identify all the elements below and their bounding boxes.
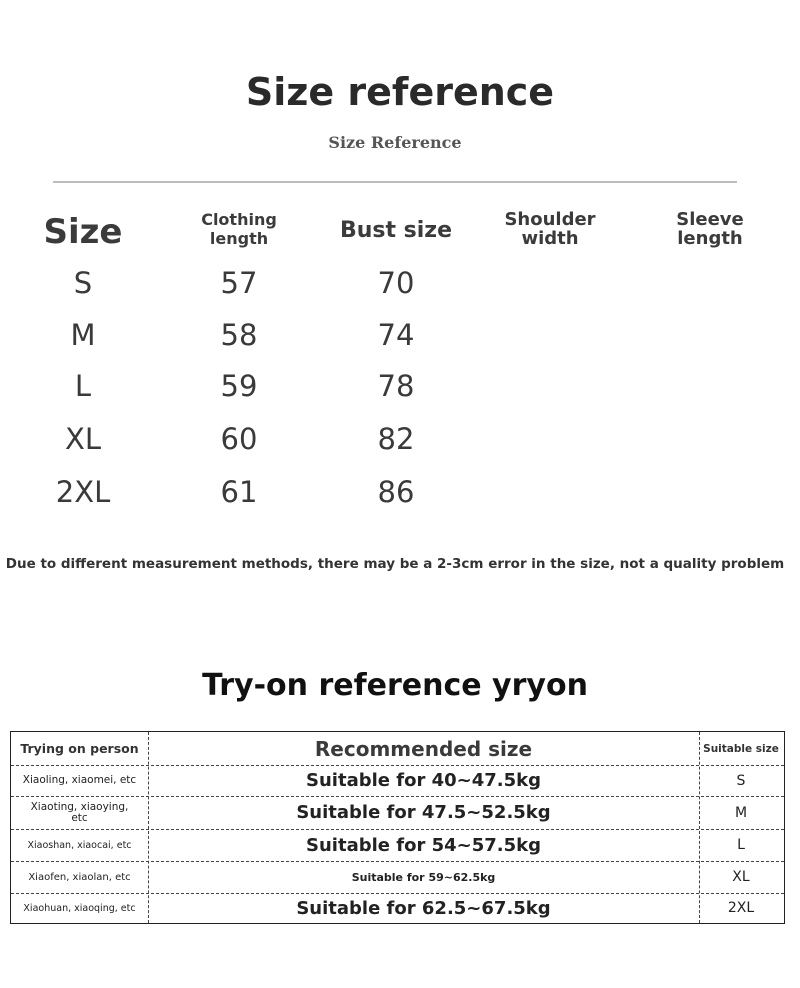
cell-size: S (73, 266, 93, 300)
table-row (11, 893, 784, 923)
cell-recommended: Suitable for 59~62.5kg (351, 870, 496, 884)
table-row (11, 796, 784, 829)
table-row (0, 366, 800, 406)
table-row (0, 419, 800, 459)
cell-suitable: XL (732, 869, 750, 885)
cell-size: L (74, 369, 92, 403)
measurement-note: Due to different measurement methods, there may be a 2-3cm error in the size, not a quality problem (5, 556, 785, 572)
table-row (11, 765, 784, 796)
cell-recommended: Suitable for 62.5~67.5kg (296, 897, 551, 919)
cell-suitable: 2XL (727, 900, 755, 916)
cell-clothing-length: 58 (220, 318, 258, 352)
cell-recommended: Suitable for 47.5~52.5kg (296, 802, 551, 823)
table-row (0, 472, 800, 512)
tryon-table (10, 731, 785, 924)
cell-bust-size: 86 (377, 475, 415, 509)
cell-person: Xiaohuan, xiaoqing, etc (23, 902, 136, 914)
cell-bust-size: 82 (377, 422, 415, 456)
cell-person: Xiaofen, xiaolan, etc (28, 871, 131, 883)
header-clothing-length: Clothing length (201, 210, 277, 248)
cell-bust-size: 78 (377, 369, 415, 403)
cell-size: M (70, 318, 96, 352)
column-divider (699, 732, 700, 923)
cell-recommended: Suitable for 40~47.5kg (306, 770, 541, 791)
header-suitable-size: Suitable size (703, 742, 779, 755)
cell-bust-size: 74 (377, 318, 415, 352)
table-row (0, 315, 800, 355)
cell-person: Xiaoshan, xiaocai, etc (27, 839, 132, 851)
cell-bust-size: 70 (377, 266, 415, 300)
divider (53, 181, 737, 183)
table-row (11, 861, 784, 893)
cell-clothing-length: 59 (220, 369, 258, 403)
header-trying-on-person: Trying on person (20, 741, 139, 756)
cell-recommended: Suitable for 54~57.5kg (306, 834, 541, 856)
cell-clothing-length: 57 (220, 266, 258, 300)
cell-suitable: M (734, 804, 748, 821)
page-title: Size reference (245, 70, 555, 114)
header-size: Size (43, 212, 123, 252)
header-recommended-size: Recommended size (314, 736, 533, 761)
cell-clothing-length: 60 (220, 422, 258, 456)
cell-size: XL (64, 422, 102, 456)
table-row (0, 263, 800, 303)
cell-clothing-length: 61 (220, 475, 258, 509)
cell-person: Xiaoting, xiaoying, etc (30, 800, 129, 824)
cell-suitable: S (736, 772, 746, 789)
cell-person: Xiaoling, xiaomei, etc (22, 774, 137, 786)
tryon-title: Try-on reference yryon (202, 668, 588, 703)
cell-suitable: L (737, 837, 745, 853)
header-shoulder-width: Shoulder width (504, 209, 596, 249)
header-bust-size: Bust size (339, 218, 453, 243)
tryon-header-row (11, 732, 784, 765)
cell-size: 2XL (55, 475, 111, 509)
page-subtitle: Size Reference (328, 133, 462, 152)
table-row (11, 829, 784, 861)
header-sleeve-length: Sleeve length (676, 209, 744, 249)
column-divider (148, 732, 149, 923)
